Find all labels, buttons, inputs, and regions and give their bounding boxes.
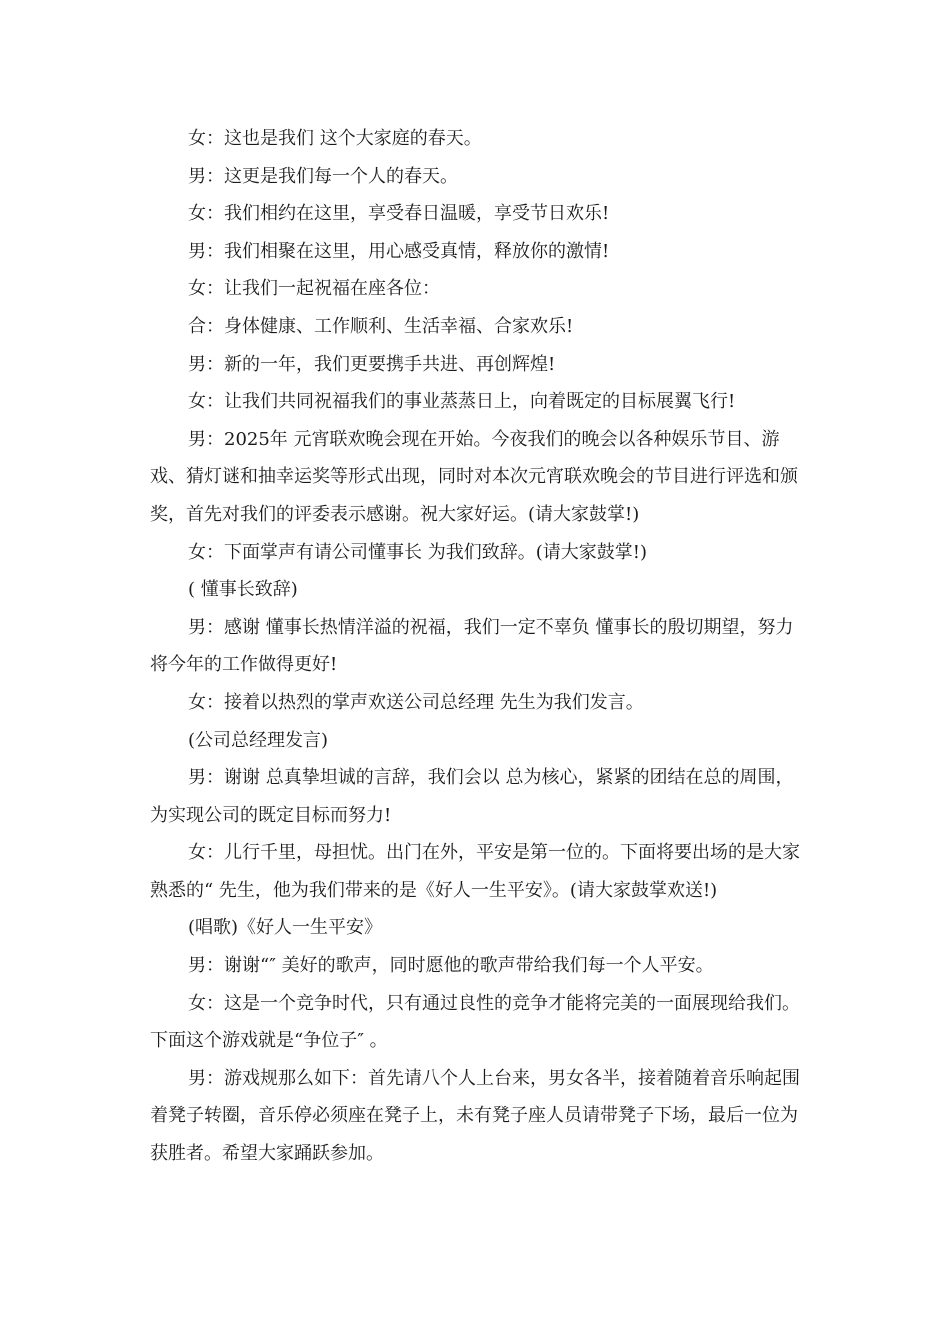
paragraph: 女：这也是我们 这个大家庭的春天。 (188, 128, 482, 149)
paragraph: 男：这更是我们每一个人的春天。 (188, 165, 458, 187)
paragraph: 男：感谢 懂事长热情洋溢的祝福，我们一定不辜负 懂事长的殷切期望，努力将今年的工作做得更好! (150, 616, 794, 676)
paragraph: 女：让我们一起祝福在座各位： (188, 278, 440, 300)
paragraph: 男：新的一年，我们更要携手共进、再创辉煌! (188, 353, 556, 375)
paragraph: 女：接着以热烈的掌声欢送公司总经理 先生为我们发言。 (188, 691, 644, 713)
paragraph: 女：这是一个竞争时代，只有通过良性的竞争才能将完美的一面展现给我们。下面这个游戏就是“争位子″ 。 (150, 992, 800, 1052)
paragraph: (唱歌)《好人一生平安》 (188, 917, 383, 939)
paragraph: 男：谢谢“″ 美好的歌声，同时愿他的歌声带给我们每一个人平安。 (188, 955, 714, 977)
paragraph: 女：让我们共同祝福我们的事业蒸蒸日上，向着既定的目标展翼飞行! (188, 391, 736, 413)
paragraph: ( 懂事长致辞) (188, 579, 298, 601)
paragraph: 男：谢谢 总真挚坦诚的言辞，我们会以 总为核心，紧紧的团结在总的周围，为实现公司的既定目标而努力! (150, 767, 794, 826)
paragraph: 女：下面掌声有请公司懂事长 为我们致辞。(请大家鼓掌!) (188, 541, 647, 563)
paragraph: (公司总经理发言) (188, 729, 329, 751)
document-body (150, 120, 802, 1173)
paragraph: 男：我们相聚在这里，用心感受真情，释放你的激情! (188, 240, 610, 262)
paragraph: 男：游戏规那么如下：首先请八个人上台来，男女各半，接着随着音乐响起围着凳子转圈，音乐停必须座在凳子上，未有凳子座人员请带凳子下场，最后一位为获胜者。希望大家踊跃参加。 (150, 1067, 800, 1165)
paragraph: 女：我们相约在这里，享受春日温暖，享受节日欢乐! (188, 203, 610, 225)
paragraph: 女：儿行千里，母担忧。出门在外，平安是第一位的。下面将要出场的是大家熟悉的“ 先生，他为我们带来的是《好人一生平安》。(请大家鼓掌欢送!) (150, 842, 800, 901)
paragraph: 男：2025年 元宵联欢晚会现在开始。今夜我们的晚会以各种娱乐节目、游戏、猜灯谜和抽幸运奖等形式出现，同时对本次元宵联欢晚会的节目进行评选和颁奖，首先对我们的评委表示感谢。祝大家好运。(请大家鼓掌!) (150, 428, 798, 525)
paragraph: 合：身体健康、工作顺利、生活幸福、合家欢乐! (188, 315, 574, 337)
